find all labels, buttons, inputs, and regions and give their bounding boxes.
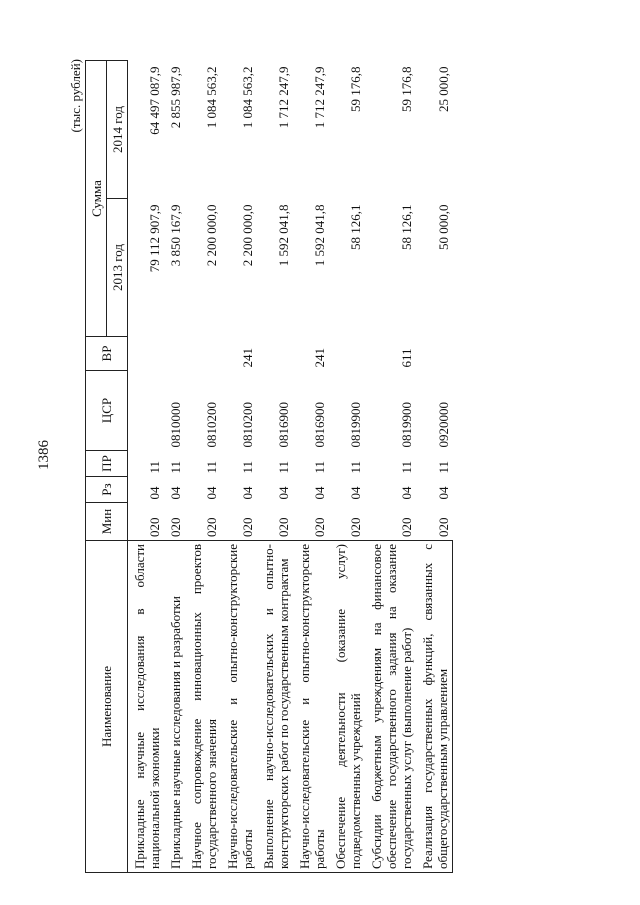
row-name: Обеспечение деятельности (оказание услуг) подведомственных учреждений [329, 541, 365, 873]
row-sum-2014: 59 176,8 [348, 66, 363, 112]
table-header [86, 61, 128, 873]
row-name: Научно-исследовательские и опытно-конструкторские работы [221, 541, 257, 873]
row-rz: 04 [435, 486, 451, 500]
row-min: 020 [312, 517, 327, 537]
row-vr [257, 337, 293, 371]
row-sum-2014: 1 712 247,9 [312, 66, 327, 129]
row-rz: 04 [276, 486, 291, 500]
row-sum-2014: 59 176,8 [399, 66, 414, 112]
table-row [329, 61, 365, 873]
row-sum-2014: 1 084 563,2 [204, 66, 219, 129]
row-pr: 11 [240, 460, 255, 474]
row-name: Субсидии бюджетным учреждениям на финансовое обеспечение государственного задания на оказание государственных услуг (выполнение работ) [365, 541, 416, 873]
row-vr [185, 337, 221, 371]
row-min: 020 [399, 517, 414, 537]
row-sum-2013: 2 200 000,0 [204, 204, 219, 267]
budget-table [85, 60, 453, 873]
header-pr: ПР [86, 451, 128, 477]
table-body [128, 61, 453, 873]
row-vr [128, 337, 165, 371]
row-sum-2013: 1 592 041,8 [312, 204, 327, 267]
row-min: 020 [147, 517, 162, 537]
header-sum: Сумма [86, 61, 107, 337]
table-row [416, 61, 453, 873]
row-vr [329, 337, 365, 371]
row-csr: 0819900 [348, 402, 363, 448]
row-pr: 11 [435, 460, 451, 474]
table-row [365, 61, 416, 873]
row-sum-2013: 2 200 000,0 [240, 204, 255, 267]
row-csr: 0810200 [240, 402, 255, 448]
row-min: 020 [348, 517, 363, 537]
row-csr: 0819900 [399, 402, 414, 448]
row-name: Прикладные научные исследования и разработки [164, 541, 185, 873]
row-vr [416, 337, 453, 371]
row-pr: 11 [399, 460, 414, 474]
row-name: Реализация государственных функций, связанных с общегосударственным управлением [416, 541, 453, 873]
row-sum-2014: 1 712 247,9 [276, 66, 291, 129]
row-pr: 11 [168, 460, 183, 474]
row-vr: 241 [240, 348, 255, 368]
row-pr: 11 [348, 460, 363, 474]
row-name: Выполнение научно-исследовательских и опытно-конструкторских работ по государственным контрактам [257, 541, 293, 873]
units-label: (тыс. рублей) [68, 59, 83, 133]
row-sum-2014: 1 084 563,2 [240, 66, 255, 129]
row-csr: 0816900 [312, 402, 327, 448]
row-vr [164, 337, 185, 371]
header-year-2014: 2014 год [107, 61, 128, 199]
row-rz: 04 [348, 486, 363, 500]
row-sum-2013: 58 126,1 [348, 204, 363, 250]
header-year-2013: 2013 год [107, 199, 128, 337]
row-sum-2014: 25 000,0 [435, 66, 451, 112]
header-rz: Рз [86, 477, 128, 503]
row-vr: 241 [312, 348, 327, 368]
row-csr: 0816900 [276, 402, 291, 448]
row-csr: 0810000 [168, 402, 183, 448]
row-rz: 04 [168, 486, 183, 500]
header-csr: ЦСР [86, 371, 128, 451]
row-rz: 04 [240, 486, 255, 500]
row-rz: 04 [399, 486, 414, 500]
row-min: 020 [240, 517, 255, 537]
row-sum-2013: 50 000,0 [435, 204, 451, 250]
row-sum-2013: 58 126,1 [399, 204, 414, 250]
row-csr: 0810200 [204, 402, 219, 448]
row-sum-2013: 1 592 041,8 [276, 204, 291, 267]
header-min: Мин [86, 503, 128, 541]
row-rz: 04 [147, 486, 162, 500]
row-min: 020 [168, 517, 183, 537]
row-pr: 11 [204, 460, 219, 474]
row-name: Прикладные научные исследования в области национальной экономики [128, 541, 165, 873]
table-row [164, 61, 185, 873]
table-row [293, 61, 329, 873]
row-sum-2013: 3 850 167,9 [168, 204, 183, 267]
row-vr: 611 [399, 348, 414, 368]
header-name: Наименование [86, 541, 128, 873]
row-name: Научно-исследовательские и опытно-конструкторские работы [293, 541, 329, 873]
table-row [128, 61, 165, 873]
table-row [221, 61, 257, 873]
table-row [185, 61, 221, 873]
row-name: Научное сопровождение инновационных проектов государственного значения [185, 541, 221, 873]
row-csr: 0920000 [435, 402, 451, 448]
row-csr [128, 371, 165, 451]
row-min: 020 [204, 517, 219, 537]
row-pr: 11 [312, 460, 327, 474]
row-min: 020 [435, 517, 451, 537]
row-pr: 11 [276, 460, 291, 474]
row-sum-2013: 79 112 907,9 [147, 204, 162, 273]
row-min: 020 [276, 517, 291, 537]
row-rz: 04 [204, 486, 219, 500]
row-sum-2014: 64 497 087,9 [147, 66, 162, 135]
row-rz: 04 [312, 486, 327, 500]
table-row [257, 61, 293, 873]
page-number: 1386 [36, 440, 52, 470]
row-sum-2014: 2 855 987,9 [168, 66, 183, 129]
row-pr: 11 [147, 460, 162, 474]
header-vr: ВР [86, 337, 128, 371]
